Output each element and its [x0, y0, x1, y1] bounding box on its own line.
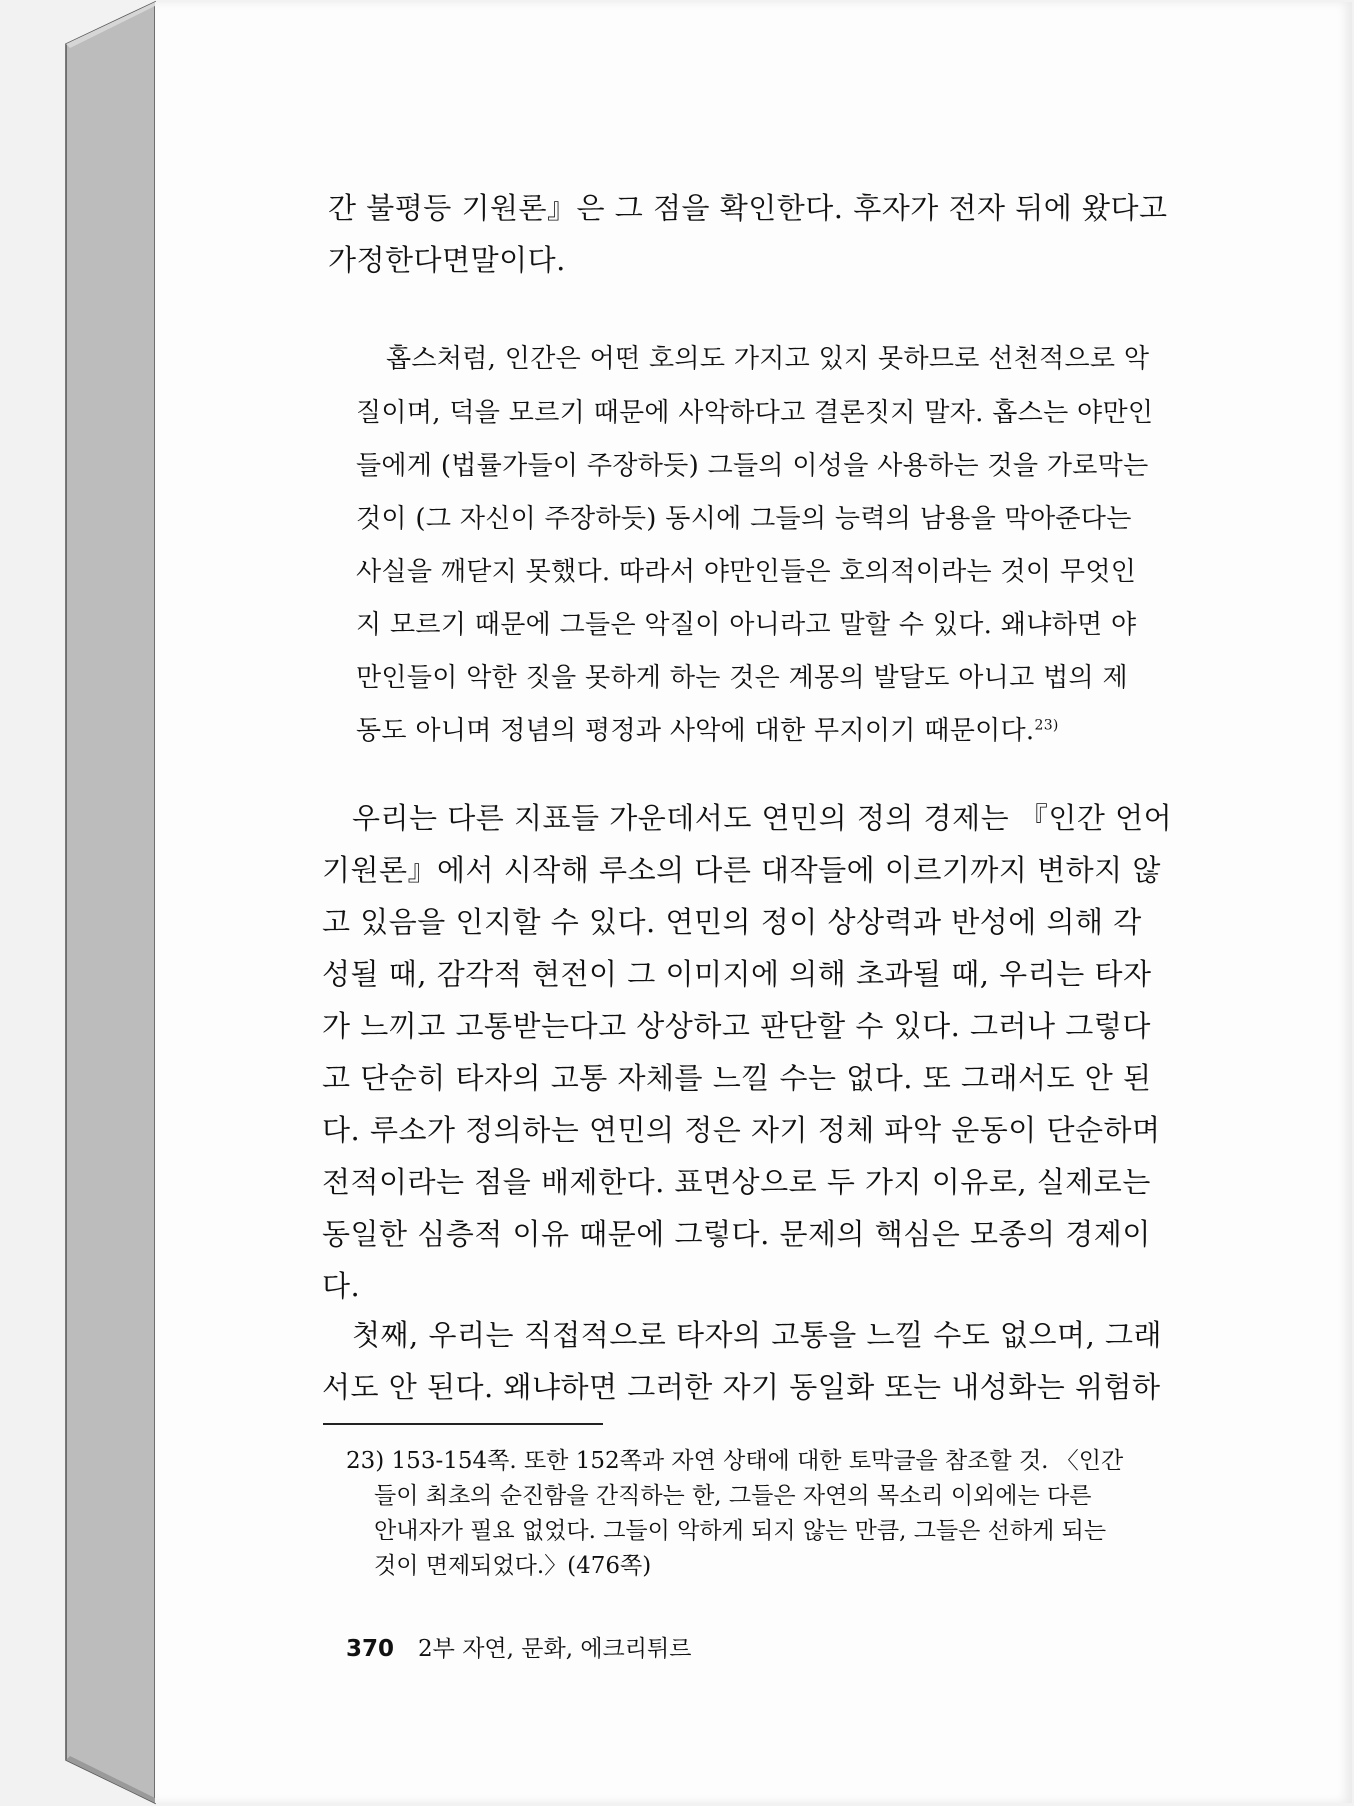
footnote-line: 안내자가 필요 없었다. 그들이 악하게 되지 않는 만큼, 그들은 선하게 되는 [374, 1518, 1107, 1544]
page-number: 370 [346, 1636, 395, 1662]
footnote-line: 23) 153-154쪽. 또한 152쪽과 자연 상태에 대한 토막글을 참조할 것. 〈인간 [346, 1448, 1124, 1474]
body-line: 다. [322, 1269, 361, 1303]
quote-line: 지 모르기 때문에 그들은 악질이 아니라고 말할 수 있다. 왜냐하면 야 [356, 610, 1137, 640]
body-line: 고 단순히 타자의 고통 자체를 느낄 수는 없다. 또 그래서도 안 된 [322, 1061, 1152, 1095]
body-line: 성될 때, 감각적 현전이 그 이미지에 의해 초과될 때, 우리는 타자 [322, 957, 1152, 991]
quote-line: 홉스처럼, 인간은 어떤 호의도 가지고 있지 못하므로 선천적으로 악 [386, 344, 1150, 374]
body-line: 전적이라는 점을 배제한다. 표면상으로 두 가지 이유로, 실제로는 [322, 1165, 1151, 1199]
body-line: 첫째, 우리는 직접적으로 타자의 고통을 느낄 수도 없으며, 그래 [352, 1318, 1163, 1352]
body-line: 기원론』에서 시작해 루소의 다른 대작들에 이르기까지 변하지 않 [322, 853, 1161, 887]
footnote-ref: 23) [1034, 717, 1059, 734]
running-title: 2부 자연, 문화, 에크리튀르 [418, 1636, 692, 1662]
quote-line: 질이며, 덕을 모르기 때문에 사악하다고 결론짓지 말자. 홉스는 야만인 [356, 398, 1154, 428]
body-line: 다. 루소가 정의하는 연민의 정은 자기 정체 파악 운동이 단순하며 [322, 1113, 1161, 1147]
quote-line: 들에게 (법률가들이 주장하듯) 그들의 이성을 사용하는 것을 가로막는 [356, 451, 1149, 481]
footnote-line: 들이 최초의 순진함을 간직하는 한, 그들은 자연의 목소리 이외에는 다른 [374, 1483, 1092, 1509]
footnote-line: 것이 면제되었다.〉(476쪽) [374, 1553, 652, 1579]
body-line: 가 느끼고 고통받는다고 상상하고 판단할 수 있다. 그러나 그렇다 [322, 1009, 1151, 1043]
quote-line [356, 710, 1059, 747]
body-line: 가정한다면말이다. [328, 243, 566, 277]
quote-line: 사실을 깨닫지 못했다. 따라서 야만인들은 호의적이라는 것이 무엇인 [356, 557, 1137, 587]
footnote-rule [323, 1423, 603, 1425]
quote-line: 것이 (그 자신이 주장하듯) 동시에 그들의 능력의 남용을 막아준다는 [356, 504, 1132, 534]
running-footer [346, 1630, 691, 1663]
quote-last-text: 동도 아니며 정념의 평정과 사악에 대한 무지이기 때문이다. [356, 716, 1035, 746]
body-line: 서도 안 된다. 왜냐하면 그러한 자기 동일화 또는 내성화는 위험하 [322, 1370, 1161, 1404]
quote-line: 만인들이 악한 짓을 못하게 하는 것은 계몽의 발달도 아니고 법의 제 [356, 663, 1128, 693]
body-line: 간 불평등 기원론』은 그 점을 확인한다. 후자가 전자 뒤에 왔다고 [328, 191, 1168, 225]
body-line: 우리는 다른 지표들 가운데서도 연민의 정의 경제는 『인간 언어 [352, 801, 1173, 835]
body-line: 고 있음을 인지할 수 있다. 연민의 정이 상상력과 반성에 의해 각 [322, 905, 1142, 939]
body-line: 동일한 심층적 이유 때문에 그렇다. 문제의 핵심은 모종의 경제이 [322, 1217, 1151, 1251]
